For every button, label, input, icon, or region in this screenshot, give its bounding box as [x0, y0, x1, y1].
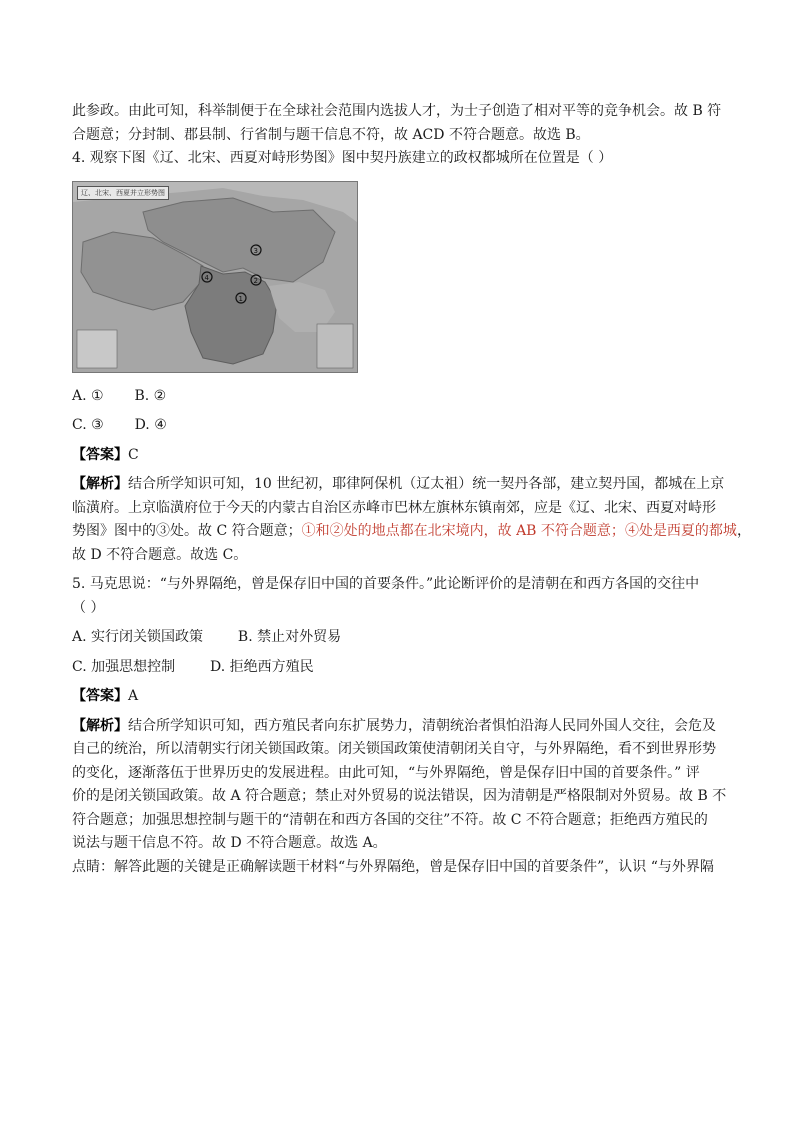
- question-5-analysis: [72, 715, 727, 856]
- option-a: A. ①: [72, 387, 104, 404]
- question-5-options-row-2: [72, 656, 722, 680]
- analysis-line: 说法与题干信息不符。故 D 不符合题意。故选 A。: [72, 835, 387, 851]
- question-5-stem: [72, 573, 722, 620]
- svg-text:2: 2: [253, 276, 258, 285]
- question-5-comment: [72, 856, 722, 880]
- document-page: [72, 100, 751, 879]
- question-4-answer: [72, 444, 722, 468]
- svg-text:3: 3: [253, 246, 258, 255]
- intro-paragraph: [72, 100, 722, 147]
- question-5-stem-line: 5. 马克思说：“与外界隔绝，曾是保存旧中国的首要条件。”此论断评价的是清朝在和西方各国的交往中: [72, 576, 700, 592]
- analysis-tag: 【解析】: [72, 476, 128, 492]
- map-title: 辽、北宋、西夏并立形势图: [77, 186, 169, 200]
- map-graphic: [73, 182, 357, 372]
- analysis-text: ，: [736, 523, 751, 539]
- question-4-stem: 4. 观察下图《辽、北宋、西夏对峙形势图》图中契丹族建立的政权都城所在位置是（ ）: [72, 150, 613, 166]
- analysis-tag: 【解析】: [72, 717, 128, 734]
- option-b: B. ②: [134, 387, 167, 404]
- question-4-options-row-2: [72, 414, 722, 438]
- question-4-analysis: [72, 473, 751, 567]
- analysis-highlight: ④处是西夏的都城: [624, 523, 737, 539]
- answer-tag: 【答案】: [72, 446, 128, 463]
- analysis-line: 的变化，逐渐落伍于世界历史的发展进程。由此可知，“与外界隔绝，曾是保存旧中国的首要条件。” 评: [72, 764, 700, 781]
- option-c: C. 加强思想控制: [72, 658, 176, 675]
- question-5-answer: [72, 685, 722, 709]
- answer-tag: 【答案】: [72, 688, 128, 704]
- intro-line: 此参政。由此可知，科举制便于在全球社会范围内选拔人才，为士子创造了相对平等的竞争机会。故 B 符: [72, 103, 722, 119]
- analysis-line: 结合所学知识可知，10 世纪初，耶律阿保机（辽太祖）统一契丹各部，建立契丹国，都城在上京: [128, 476, 725, 492]
- analysis-line: 价的是闭关锁国政策。故 A 符合题意；禁止对外贸易的说法错误，因为清朝是严格限制对外贸易。故 B 不: [72, 788, 727, 804]
- option-d: D. 拒绝西方殖民: [210, 658, 314, 675]
- analysis-highlight: ①和②处的地点都在北宋境内，: [301, 523, 498, 539]
- question-5-options-row-1: [72, 626, 722, 650]
- answer-value: A: [128, 688, 139, 704]
- analysis-line: 符合题意；加强思想控制与题干的“清朝在和西方各国的交往”不符。故 C 不符合题意；拒绝西方殖民的: [72, 811, 708, 828]
- option-b: B. 禁止对外贸易: [237, 629, 342, 645]
- comment-line: 点睛：解答此题的关键是正确解读题干材料“与外界隔绝，曾是保存旧中国的首要条件”，认识 “与外界隔: [72, 858, 714, 875]
- analysis-line: 临潢府。上京临潢府位于今天的内蒙古自治区赤峰市巴林左旗林东镇南郊，应是《辽、北宋、西夏对峙形: [72, 499, 716, 516]
- option-a: A. 实行闭关锁国政策: [72, 629, 204, 645]
- option-d: D. ④: [134, 417, 167, 433]
- analysis-line: 故 D 不符合题意。故选 C。: [72, 546, 248, 563]
- analysis-line: 势图》图中的③处。故 C 符合题意；: [72, 523, 302, 539]
- svg-text:4: 4: [204, 273, 209, 282]
- analysis-line: 自己的统治，所以清朝实行闭关锁国政策。闭关锁国政策使清朝闭关自守，与外界隔绝，看不到世界形势: [72, 741, 716, 757]
- option-c: C. ③: [72, 417, 104, 433]
- answer-value: C: [128, 446, 139, 463]
- question-5-stem-line: （ ）: [72, 599, 105, 616]
- question-4-options-row-1: [72, 385, 722, 409]
- history-map-figure: [72, 181, 358, 373]
- intro-line: 合题意；分封制、郡县制、行省制与题干信息不符，故 ACD 不符合题意。故选 B。: [72, 126, 590, 143]
- analysis-line: 结合所学知识可知，西方殖民者向东扩展势力，清朝统治者惧怕沿海人民同外国人交往，会危及: [128, 717, 716, 734]
- analysis-highlight: 故 AB 不符合题意；: [497, 523, 625, 539]
- svg-text:1: 1: [238, 294, 243, 303]
